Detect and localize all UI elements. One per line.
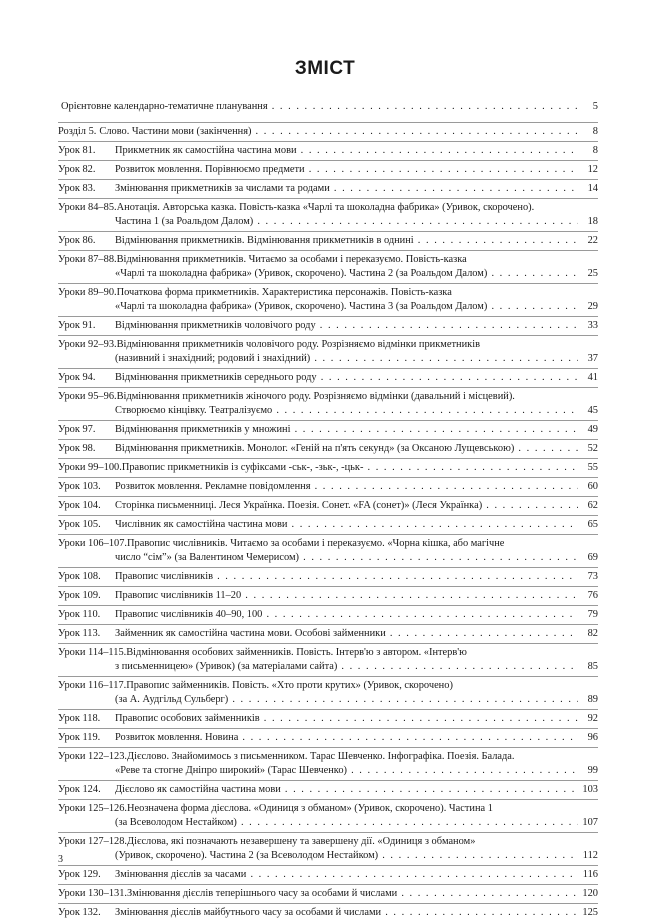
toc-entry-title: Розвиток мовлення. Рекламне повідомлення . . . <box>115 480 578 494</box>
toc-entry-label: Урок 105. <box>58 519 101 530</box>
toc-entry <box>58 371 598 385</box>
toc-entry-label: Уроки 125–126. <box>58 803 128 814</box>
toc-entry-page: 12 <box>587 164 598 175</box>
toc-entry-label: Урок 113. <box>58 628 101 639</box>
toc-entry <box>58 163 598 177</box>
toc-entry-label: Уроки 99–100. <box>58 462 122 473</box>
divider <box>58 420 598 421</box>
toc-entry <box>58 537 598 565</box>
toc-entry-label: Уроки 122–123. <box>58 751 128 762</box>
toc-entry <box>58 338 598 366</box>
toc-entry-page: 120 <box>582 888 598 899</box>
divider <box>58 179 598 180</box>
toc-entry <box>58 608 598 622</box>
toc-entry-label: Уроки 92–93. <box>58 339 117 350</box>
page-number: 3 <box>58 854 63 865</box>
toc-entry-title: Правопис числівників 11–20 . . . <box>115 589 578 603</box>
toc-entry-title: Змінювання дієслів за часами . . . <box>115 868 578 882</box>
toc-entry-label: Уроки 87–88. <box>58 254 117 265</box>
toc-entry-page: 55 <box>587 462 598 473</box>
toc-entry-page: 18 <box>587 216 598 227</box>
toc-entry-title: Дієслова, які позначають незавершену та завершену дії. «Одиниця з обманом» <box>127 836 476 847</box>
divider <box>58 884 598 885</box>
toc-entry-label: Урок 119. <box>58 732 101 743</box>
toc-entry-label: Урок 104. <box>58 500 101 511</box>
divider <box>58 605 598 606</box>
toc-entry <box>58 461 598 475</box>
toc-entry <box>58 570 598 584</box>
toc-entry-continuation: число “сім”» (за Валентином Чемерисом) . . . <box>115 551 578 565</box>
toc-entry-page: 112 <box>582 850 598 861</box>
toc-entry-label: Уроки 116–117. <box>58 680 127 691</box>
toc-entry <box>58 518 598 532</box>
toc-entry <box>58 783 598 797</box>
toc-entry-title: Відмінювання прикметників середнього роду . . . <box>115 371 578 385</box>
toc-entry-title: Займенник як самостійна частина мови. Особові займенники . . . <box>115 627 578 641</box>
divider <box>58 747 598 748</box>
toc-entry <box>58 144 598 158</box>
divider <box>58 387 598 388</box>
toc-entry-page: 107 <box>582 817 598 828</box>
toc-entry-page: 41 <box>587 372 598 383</box>
divider <box>58 865 598 866</box>
toc-entry <box>58 627 598 641</box>
toc-entry-label: Уроки 106–107. <box>58 538 128 549</box>
divider <box>58 832 598 833</box>
divider <box>58 534 598 535</box>
toc-entry-page: 116 <box>582 869 598 880</box>
toc-entry-label: Урок 81. <box>58 145 96 156</box>
toc-entry <box>58 750 598 778</box>
toc-entry-title: Відмінювання прикметників у множині . . . <box>115 423 578 437</box>
toc-entry-page: 125 <box>582 907 598 918</box>
toc-entry-label: Урок 98. <box>58 443 96 454</box>
divider <box>58 141 598 142</box>
toc-entry-continuation: (за Всеволодом Нестайком) . . . <box>115 816 578 830</box>
toc-entry-label: Урок 109. <box>58 590 101 601</box>
toc-entry-title: Розвиток мовлення. Порівнюємо предмети . . . <box>115 163 578 177</box>
divider <box>58 250 598 251</box>
toc-entry-page: 14 <box>587 183 598 194</box>
toc-entry-label: Урок 103. <box>58 481 101 492</box>
toc-entry <box>58 646 598 674</box>
divider <box>58 458 598 459</box>
toc-entry-page: 76 <box>587 590 598 601</box>
divider <box>58 780 598 781</box>
divider <box>58 496 598 497</box>
toc-entry-title: Числівник як самостійна частина мови . . . <box>115 518 578 532</box>
toc-entry-title: Правопис особових займенників . . . <box>115 712 578 726</box>
divider <box>58 335 598 336</box>
toc-entry <box>58 906 598 920</box>
toc-entry-continuation: (за А. Аудгільд Сульберг) . . . <box>115 693 578 707</box>
toc-entry <box>58 286 598 314</box>
toc-entry <box>58 589 598 603</box>
toc-entry-continuation: Частина 1 (за Роальдом Далом) . . . <box>115 215 578 229</box>
toc-entry <box>58 731 598 745</box>
toc-entry <box>58 234 598 248</box>
toc-entry <box>58 100 598 114</box>
divider <box>58 198 598 199</box>
toc-entry-title: Відмінювання прикметників чоловічого роду . . . <box>115 319 578 333</box>
toc-entry-page: 85 <box>587 661 598 672</box>
toc-entry-page: 29 <box>587 301 598 312</box>
toc-entry-label: Урок 124. <box>58 784 101 795</box>
toc-entry-label: Урок 94. <box>58 372 96 383</box>
toc-entry-page: 60 <box>587 481 598 492</box>
divider <box>58 709 598 710</box>
toc-entry <box>58 201 598 229</box>
toc-entry-page: 25 <box>587 268 598 279</box>
toc-entry <box>58 679 598 707</box>
toc-entry <box>58 868 598 882</box>
toc-entry-continuation: «Чарлі та шоколадна фабрика» (Уривок, скорочено). Частина 2 (за Роальдом Далом) . . . <box>115 267 578 281</box>
toc-entry-title: Дієслово як самостійна частина мови . . . <box>115 783 578 797</box>
toc-entry-page: 22 <box>587 235 598 246</box>
toc-entry <box>58 390 598 418</box>
toc-entry <box>58 182 598 196</box>
toc-entry-title: Розвиток мовлення. Новина . . . <box>115 731 578 745</box>
divider <box>58 643 598 644</box>
toc-entry <box>58 887 598 901</box>
toc-entry-title: Правопис займенників. Повість. «Хто проти крутих» (Уривок, скорочено) <box>126 680 453 691</box>
divider <box>58 231 598 232</box>
toc-entry-title: Відмінювання прикметників. Монолог. «Геній на п'ять секунд» (за Оксаною Лущевською) . . . <box>115 442 578 456</box>
toc-entry-title: Слово. Частини мови (закінчення) . . . <box>99 125 578 139</box>
toc-entry-title: Змінювання дієслів теперішнього часу за особами й числами . . . <box>127 887 578 901</box>
toc-entry-continuation: (називний і знахідний; родовий і знахідний) . . . <box>115 352 578 366</box>
divider <box>58 676 598 677</box>
toc-entry-page: 65 <box>587 519 598 530</box>
toc-entry-title: Правопис прикметників із суфіксами -ськ-, -зьк-, -цьк- . . . <box>122 461 578 475</box>
toc-entry <box>58 499 598 513</box>
divider <box>58 515 598 516</box>
divider <box>58 122 598 123</box>
toc-entry-label: Урок 82. <box>58 164 96 175</box>
divider <box>58 799 598 800</box>
toc-entry-continuation: «Реве та стогне Дніпро широкий» (Тарас Шевченко) . . . <box>115 764 578 778</box>
toc-entry-title: Неозначена форма дієслова. «Одиниця з обманом» (Уривок, скорочено). Частина 1 <box>127 803 493 814</box>
toc-entry-label: Урок 129. <box>58 869 101 880</box>
section-gap <box>58 114 598 120</box>
divider <box>58 903 598 904</box>
toc-entry-page: 37 <box>587 353 598 364</box>
toc-entry-page: 73 <box>587 571 598 582</box>
divider <box>58 439 598 440</box>
toc-entry-title: Прикметник як самостійна частина мови . . . <box>115 144 578 158</box>
toc-entry-continuation: Створюємо кінцівку. Театралізуємо . . . <box>115 404 578 418</box>
toc-entry-title: Відмінювання особових займенників. Повість. Інтерв'ю з автором. «Інтерв'ю <box>126 647 467 658</box>
toc-entry-label: Урок 118. <box>58 713 101 724</box>
toc-entry-title: Початкова форма прикметників. Характеристика персонажів. Повість-казка <box>116 287 452 298</box>
toc-entry-page: 33 <box>587 320 598 331</box>
toc-entry-title: Змінювання прикметників за числами та родами . . . <box>115 182 578 196</box>
toc-entry-label: Уроки 130–131. <box>58 888 128 899</box>
toc-entry-label: Уроки 114–115. <box>58 647 127 658</box>
toc-entry-page: 62 <box>587 500 598 511</box>
toc-entry-label: Уроки 84–85. <box>58 202 117 213</box>
toc-entry <box>58 253 598 281</box>
toc-entry-page: 52 <box>587 443 598 454</box>
toc-entry-label: Урок 86. <box>58 235 96 246</box>
toc-entry-label: Урок 108. <box>58 571 101 582</box>
toc-entry-title: Правопис числівників 40–90, 100 . . . <box>115 608 578 622</box>
toc-entry <box>58 442 598 456</box>
toc-entry-page: 92 <box>587 713 598 724</box>
toc-entry-continuation: «Чарлі та шоколадна фабрика» (Уривок, скорочено). Частина 3 (за Роальдом Далом) . . . <box>115 300 578 314</box>
toc-entry <box>58 480 598 494</box>
toc-entry-title: Дієслово. Знайомимось з письменником. Тарас Шевченко. Інфографіка. Поезія. Балада. <box>127 751 515 762</box>
toc-entry-page: 8 <box>592 145 598 156</box>
toc-entry-title: Анотація. Авторська казка. Повість-казка «Чарлі та шоколадна фабрика» (Уривок, скорочено). <box>116 202 535 213</box>
toc-entry-title: Змінювання дієслів майбутнього часу за особами й числами . . . <box>115 906 578 920</box>
toc-entry-page: 79 <box>587 609 598 620</box>
toc-entry-page: 103 <box>582 784 598 795</box>
toc-entry-page: 82 <box>587 628 598 639</box>
divider <box>58 586 598 587</box>
toc-entry-continuation: (Уривок, скорочено). Частина 2 (за Всеволодом Нестайком) . . . <box>115 849 578 863</box>
toc-entry-page: 69 <box>587 552 598 563</box>
toc-entry-title: Відмінювання прикметників. Читаємо за особами і переказуємо. Повість-казка <box>116 254 467 265</box>
toc-entry-title: Правопис числівників. Читаємо за особами і переказуємо. «Чорна кішка, або магічне <box>127 538 505 549</box>
toc-entry-label: Урок 83. <box>58 183 96 194</box>
toc-entry-page: 45 <box>587 405 598 416</box>
toc-entry-label: Урок 132. <box>58 907 101 918</box>
divider <box>58 728 598 729</box>
toc-entry-label: Уроки 127–128. <box>58 836 128 847</box>
divider <box>58 624 598 625</box>
toc-entry-page: 99 <box>587 765 598 776</box>
divider <box>58 316 598 317</box>
divider <box>58 477 598 478</box>
toc-entry-label: Урок 91. <box>58 320 96 331</box>
toc-entry-title: Правопис числівників . . . <box>115 570 578 584</box>
toc-entry-continuation: з письменницею» (Уривок) (за матеріалами сайта) . . . <box>115 660 578 674</box>
divider <box>58 567 598 568</box>
toc-entry <box>58 835 598 863</box>
toc-entry-title: Сторінка письменниці. Леся Українка. Поезія. Сонет. «FA (сонет)» (Леся Українка) . . . <box>115 499 578 513</box>
toc-entry-page: 8 <box>592 126 598 137</box>
divider <box>58 160 598 161</box>
divider <box>58 283 598 284</box>
toc-entry-label: Уроки 95–96. <box>58 391 117 402</box>
toc-entry-page: 49 <box>587 424 598 435</box>
table-of-contents <box>58 100 598 920</box>
toc-entry-page: 5 <box>592 101 598 112</box>
toc-entry-title: Відмінювання прикметників чоловічого роду. Розрізняємо відмінки прикметників <box>116 339 480 350</box>
toc-entry-label: Урок 110. <box>58 609 101 620</box>
toc-entry <box>58 423 598 437</box>
toc-entry-label: Уроки 89–90. <box>58 287 117 298</box>
toc-entry <box>58 802 598 830</box>
toc-entry-label: Розділ 5. <box>58 126 97 137</box>
toc-entry-label: Урок 97. <box>58 424 96 435</box>
toc-entry-title: Відмінювання прикметників. Відмінювання прикметників в однині . . . <box>115 234 578 248</box>
toc-entry-title: Орієнтовне календарно-тематичне планування . . . <box>61 100 578 114</box>
toc-entry-page: 96 <box>587 732 598 743</box>
toc-entry <box>58 319 598 333</box>
page-title: ЗМІСТ <box>294 58 356 79</box>
toc-entry <box>58 712 598 726</box>
toc-entry-title: Відмінювання прикметників жіночого роду. Розрізняємо відмінки (давальний і місцевий). <box>116 391 515 402</box>
divider <box>58 368 598 369</box>
toc-entry-page: 89 <box>587 694 598 705</box>
toc-entry <box>58 125 598 139</box>
